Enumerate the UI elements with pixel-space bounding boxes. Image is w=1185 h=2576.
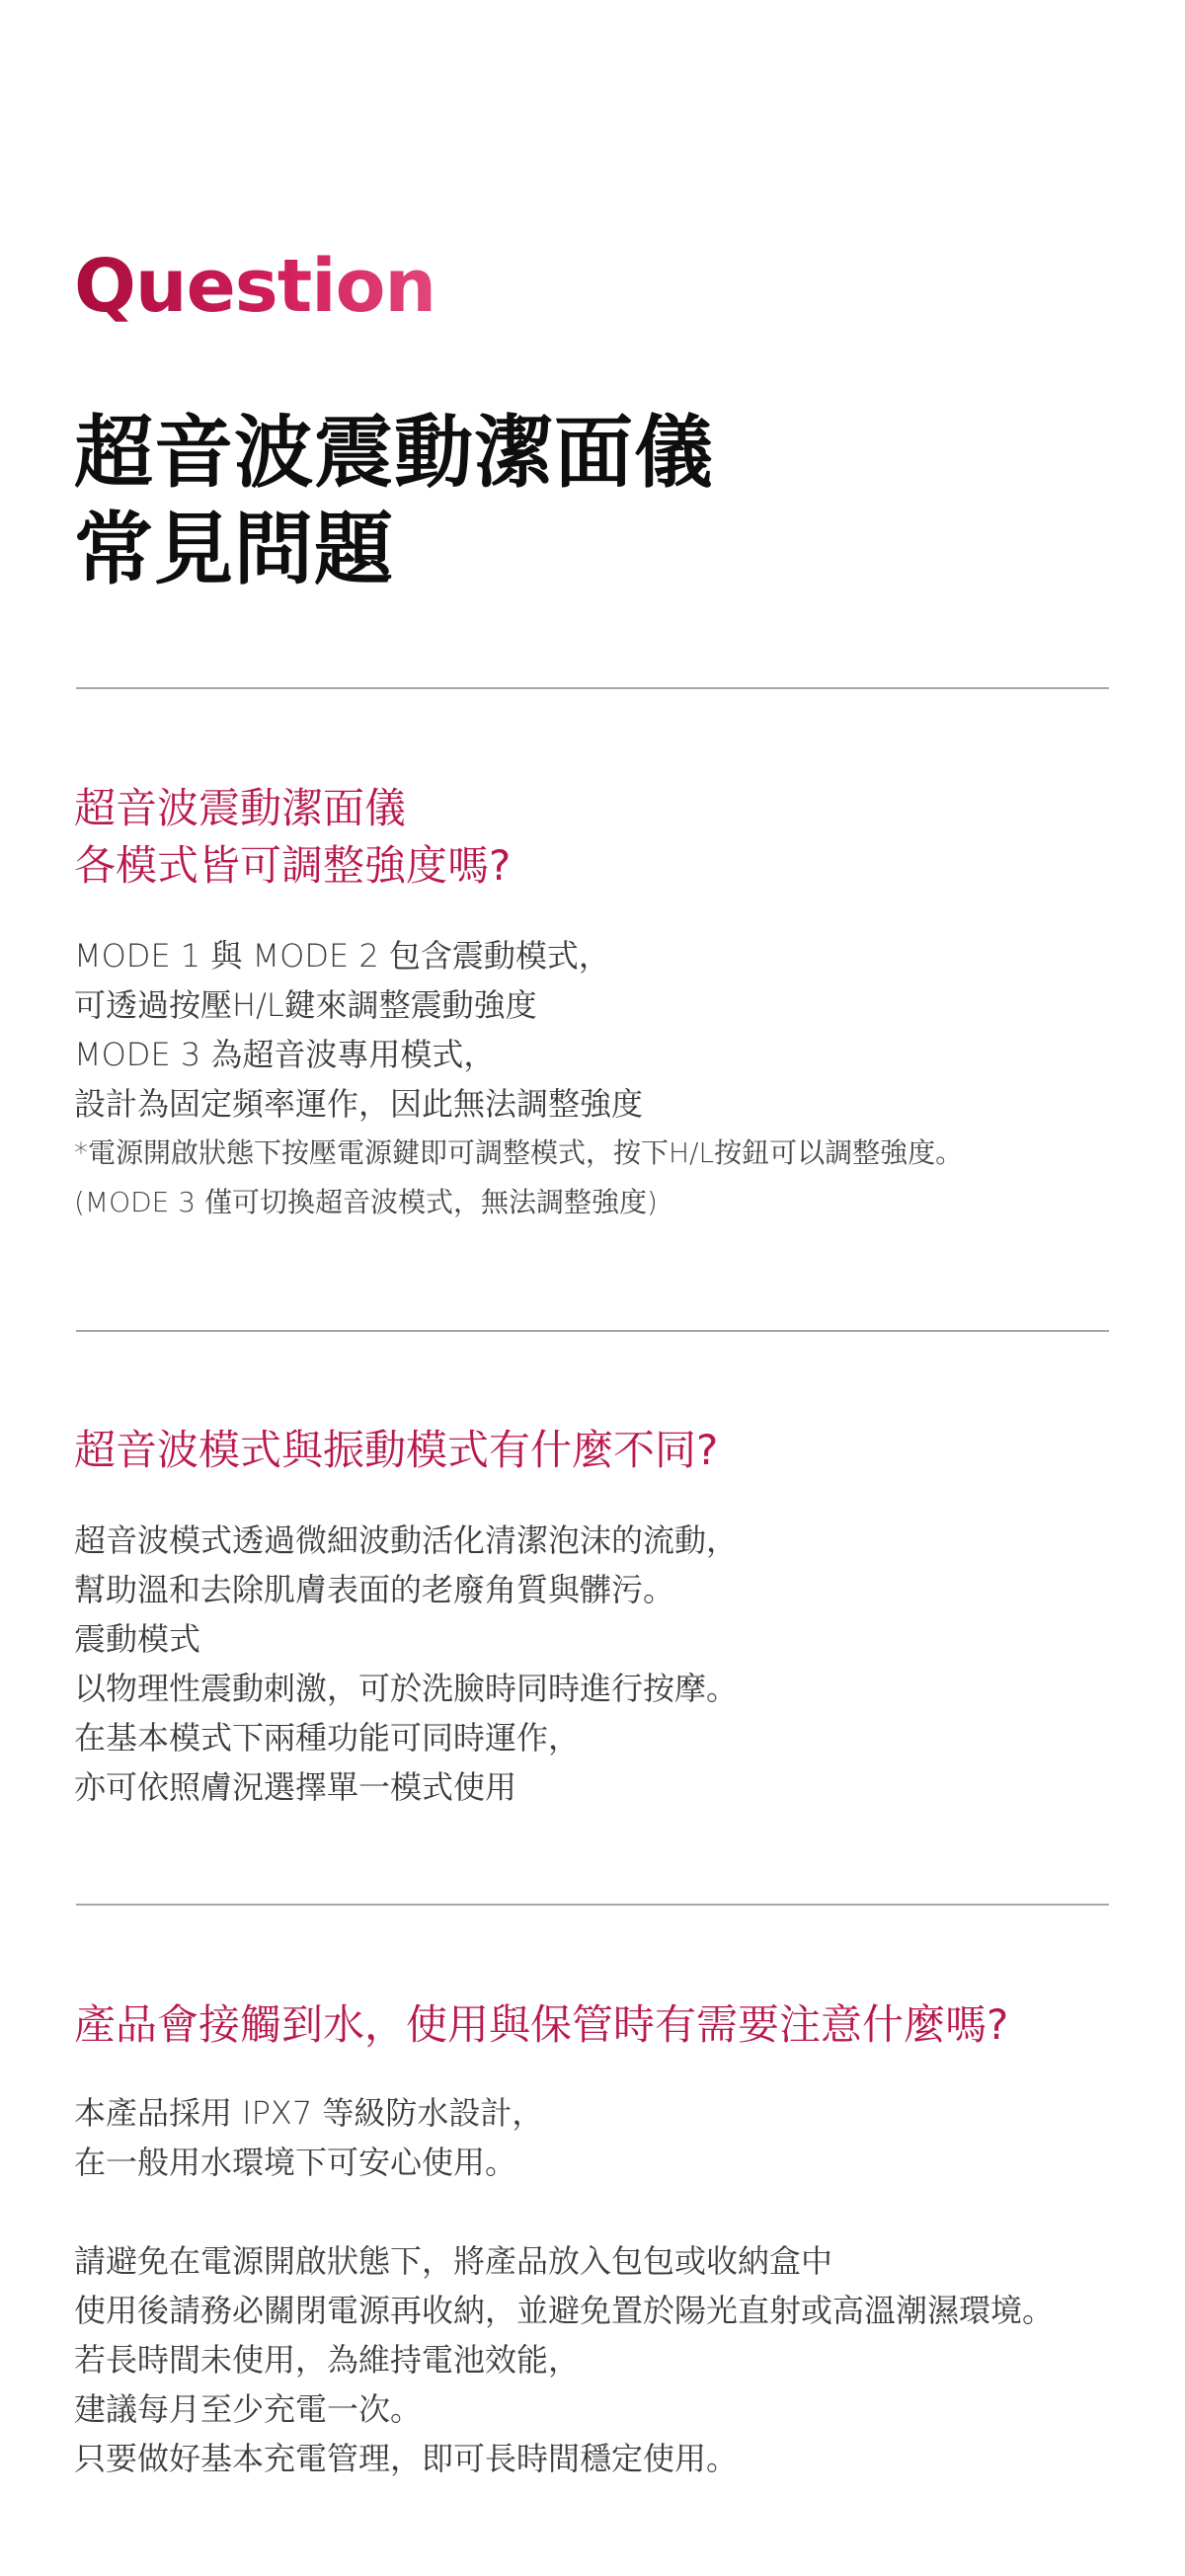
faq-answer-3-line-6: 建議每月至少充電一次。 — [74, 2390, 423, 2428]
faq-answer-3-line-4: 使用後請務必關閉電源再收納，並避免置於陽光直射或高溫潮濕環境。 — [74, 2292, 1055, 2329]
divider-2 — [76, 1330, 1109, 1332]
faq-answer-1-line-2: 可透過按壓H/L鍵來調整震動強度 — [74, 986, 537, 1024]
faq-answer-2-line-5: 在基本模式下兩種功能可同時運作， — [74, 1719, 581, 1756]
faq-answer-2-line-2: 幫助溫和去除肌膚表面的老廢角質與髒污。 — [74, 1571, 675, 1608]
faq-answer-1 — [74, 931, 963, 1227]
faq-answer-3-line-2: 在一般用水環境下可安心使用。 — [74, 2144, 517, 2181]
faq-answer-1-note-1: *電源開啟狀態下按壓電源鍵即可調整模式，按下H/L按鈕可以調整強度。 — [74, 1136, 964, 1169]
faq-answer-2-line-1: 超音波模式透過微細波動活化清潔泡沫的流動， — [74, 1522, 739, 1559]
faq-answer-1-line-3: MODE 3 為超音波專用模式， — [74, 1036, 496, 1073]
faq-question-3 — [74, 1996, 1008, 2054]
divider-3 — [76, 1904, 1109, 1906]
kicker-label: Question — [74, 244, 436, 329]
faq-answer-1-line-1: MODE 1 與 MODE 2 包含震動模式， — [74, 937, 610, 975]
faq-answer-2-line-4: 以物理性震動刺激，可於洗臉時同時進行按摩。 — [74, 1670, 739, 1707]
faq-answer-2-line-6: 亦可依照膚況選擇單一模式使用 — [74, 1768, 517, 1806]
page-title — [74, 405, 714, 598]
faq-answer-1-note-2: (MODE 3 僅可切換超音波模式，無法調整強度) — [74, 1186, 658, 1218]
faq-question-1-line-1: 超音波震動潔面儀 — [74, 784, 407, 832]
faq-answer-3-line-3: 請避免在電源開啟狀態下，將產品放入包包或收納盒中 — [74, 2242, 833, 2280]
faq-answer-3-line-5: 若長時間未使用，為維持電池效能， — [74, 2341, 581, 2379]
faq-question-2 — [74, 1422, 718, 1479]
faq-answer-2-line-3: 震動模式 — [74, 1620, 201, 1658]
faq-answer-2 — [74, 1516, 738, 1812]
divider-1 — [76, 687, 1109, 689]
faq-answer-3-line-7: 只要做好基本充電管理，即可長時間穩定使用。 — [74, 2440, 739, 2477]
faq-answer-1-line-4: 設計為固定頻率運作，因此無法調整強度 — [74, 1085, 644, 1123]
faq-question-1-line-2: 各模式皆可調整強度嗎? — [74, 841, 512, 890]
faq-question-1 — [74, 780, 511, 895]
faq-answer-3 — [74, 2088, 1054, 2483]
page-title-line-2: 常見問題 — [74, 504, 394, 595]
paragraph-gap — [74, 2187, 1054, 2236]
faq-question-3-line-1: 產品會接觸到水，使用與保管時有需要注意什麼嗎? — [74, 2000, 1009, 2049]
faq-answer-3-line-1: 本產品採用 IPX7 等級防水設計， — [74, 2094, 544, 2132]
faq-question-2-line-1: 超音波模式與振動模式有什麼不同? — [74, 1426, 719, 1474]
page-title-line-1: 超音波震動潔面儀 — [74, 407, 714, 499]
